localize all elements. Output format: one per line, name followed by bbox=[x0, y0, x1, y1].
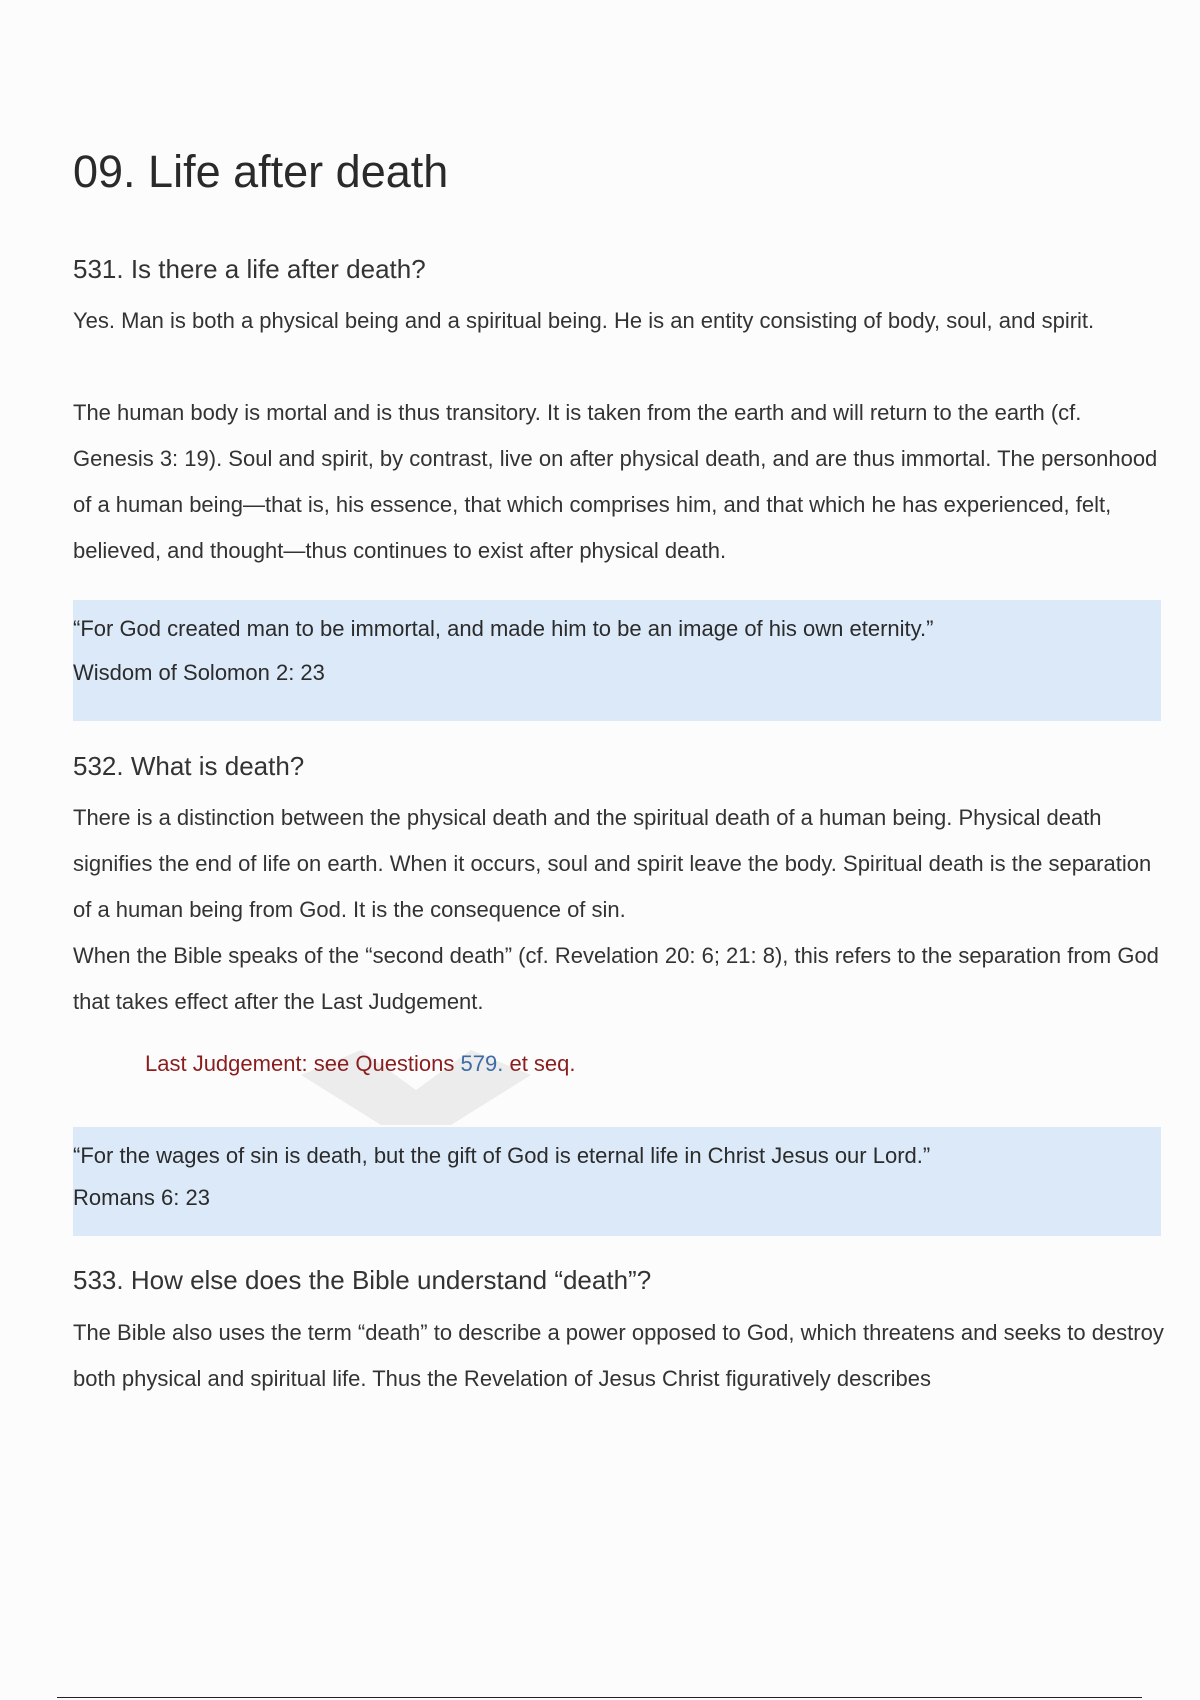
cross-reference-prefix: Last Judgement: see Questions bbox=[145, 1051, 461, 1076]
chapter-title: 09. Life after death bbox=[73, 146, 449, 197]
quote-source: Romans 6: 23 bbox=[73, 1185, 210, 1210]
quote-source: Wisdom of Solomon 2: 23 bbox=[73, 660, 325, 685]
cross-reference-suffix: et seq. bbox=[503, 1051, 576, 1076]
question-heading: 533. How else does the Bible understand “death”? bbox=[73, 1265, 652, 1295]
footer-rule bbox=[57, 1697, 1142, 1698]
scripture-quote-box bbox=[73, 1127, 1161, 1236]
answer-paragraph: When the Bible speaks of the “second death” (cf. Revelation 20: 6; 21: 8), this refers to the separation from God that takes effect after the Last Judgement. bbox=[73, 943, 1159, 1014]
scripture-quote-box bbox=[73, 600, 1161, 721]
answer-paragraph: The human body is mortal and is thus transitory. It is taken from the earth and will return to the earth (cf. Genesis 3: 19). Soul and spirit, by contrast, live on after physical death, and are thus immortal. The personhood of a human being—that is, his essence, that which comprises him, and that which he has experienced, felt, believed, and thought—thus continues to exist after physical death. bbox=[73, 400, 1158, 563]
quote-text: “For God created man to be immortal, and made him to be an image of his own eternity.” bbox=[73, 616, 934, 641]
cross-reference bbox=[145, 1046, 576, 1082]
question-link[interactable]: 579. bbox=[460, 1051, 504, 1076]
answer-paragraph: The Bible also uses the term “death” to describe a power opposed to God, which threatens and seeks to destroy both physical and spiritual life. Thus the Revelation of Jesus Christ figuratively describes bbox=[73, 1320, 1164, 1391]
quote-text: “For the wages of sin is death, but the gift of God is eternal life in Christ Jesus our Lord.” bbox=[73, 1143, 931, 1168]
question-heading: 532. What is death? bbox=[73, 751, 305, 781]
answer-paragraph: There is a distinction between the physical death and the spiritual death of a human being. Physical death signifies the end of life on earth. When it occurs, soul and spirit leave the body. Spiritual death is the separation of a human being from God. It is the consequence of sin. bbox=[73, 805, 1152, 922]
question-heading: 531. Is there a life after death? bbox=[73, 254, 426, 284]
answer-paragraph: Yes. Man is both a physical being and a spiritual being. He is an entity consisting of body, soul, and spirit. bbox=[73, 308, 1095, 333]
